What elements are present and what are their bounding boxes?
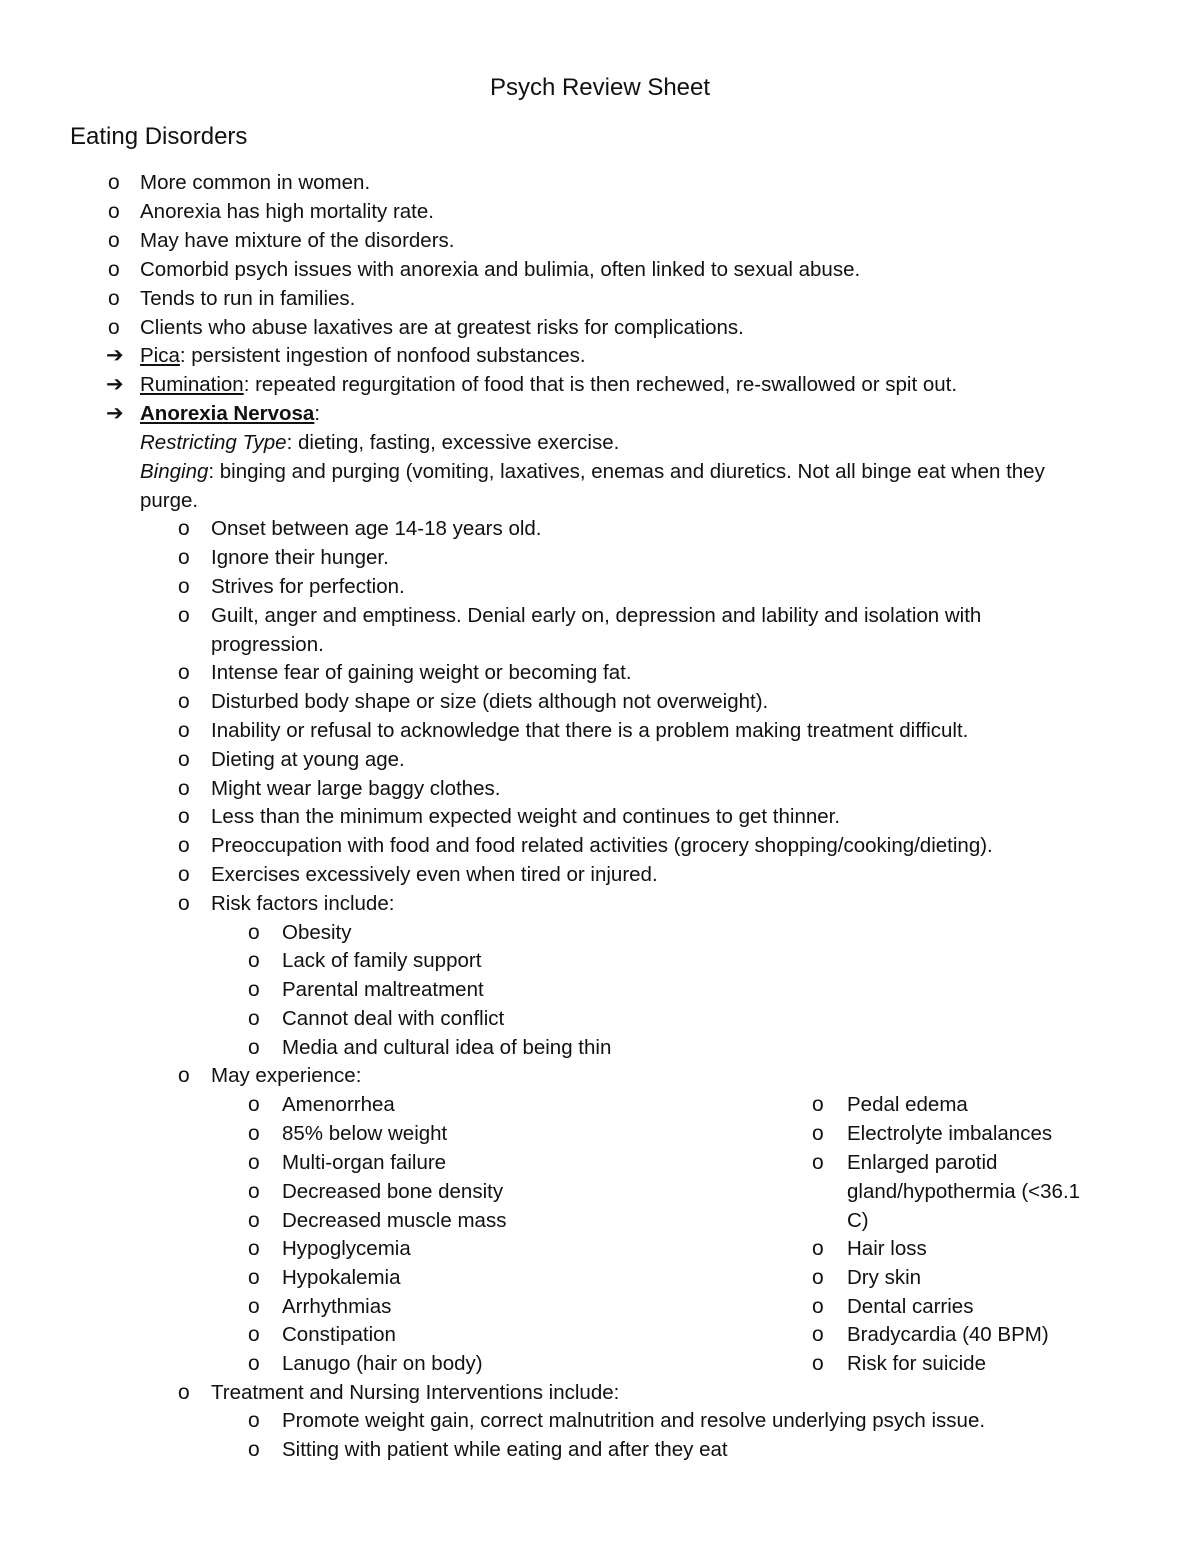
bullet-marker: o	[178, 604, 190, 627]
bullet-marker: o	[178, 805, 190, 828]
bullet-marker: o	[248, 1352, 260, 1375]
arrow-icon: ➔	[106, 373, 124, 396]
bullet-marker: o	[812, 1295, 824, 1318]
bullet-marker: o	[178, 892, 190, 915]
bullet-marker: o	[812, 1352, 824, 1375]
bullet-marker: o	[248, 1122, 260, 1145]
bullet-marker: o	[108, 229, 120, 252]
term-pica: Pica	[140, 344, 180, 367]
bullet-marker: o	[812, 1093, 824, 1116]
list-item-continued: C)	[847, 1209, 869, 1232]
bullet-marker: o	[812, 1122, 824, 1145]
bullet-marker: o	[248, 1209, 260, 1232]
binging-type-continued: purge.	[140, 489, 199, 512]
bullet-marker: o	[812, 1323, 824, 1346]
page-title: Psych Review Sheet	[489, 74, 711, 101]
bullet-marker: o	[178, 748, 190, 771]
list-item-continued: gland/hypothermia (<36.1	[847, 1180, 1081, 1203]
bullet-marker: o	[108, 287, 120, 310]
bullet-marker: o	[108, 171, 120, 194]
bullet-marker: o	[248, 1093, 260, 1116]
bullet-marker: o	[178, 690, 190, 713]
term-anorexia-nervosa: Anorexia Nervosa	[140, 402, 315, 425]
bullet-marker: o	[108, 316, 120, 339]
bullet-marker: o	[248, 921, 260, 944]
list-item-continued: progression.	[211, 633, 324, 656]
bullet-marker: o	[178, 661, 190, 684]
bullet-marker: o	[248, 1438, 260, 1461]
arrow-icon: ➔	[106, 344, 124, 367]
bullet-marker: o	[178, 1381, 190, 1404]
restricting-type: Restricting Type: dieting, fasting, excessive exercise.	[140, 431, 620, 454]
bullet-marker: o	[248, 978, 260, 1001]
term-rumination: Rumination	[140, 373, 244, 396]
arrow-icon: ➔	[106, 402, 124, 425]
bullet-marker: o	[108, 258, 120, 281]
bullet-marker: o	[178, 777, 190, 800]
bullet-marker: o	[178, 575, 190, 598]
bullet-marker: o	[248, 1266, 260, 1289]
bullet-marker: o	[178, 1064, 190, 1087]
bullet-marker: o	[812, 1266, 824, 1289]
bullet-marker: o	[178, 517, 190, 540]
bullet-marker: o	[248, 1007, 260, 1030]
bullet-marker: o	[248, 1237, 260, 1260]
bullet-marker: o	[248, 949, 260, 972]
binging-type: Binging: binging and purging (vomiting, laxatives, enemas and diuretics. Not all binge eat when they	[140, 460, 1045, 483]
bullet-marker: o	[178, 834, 190, 857]
bullet-marker: o	[248, 1151, 260, 1174]
section-heading: Eating Disorders	[70, 123, 248, 150]
bullet-marker: o	[248, 1180, 260, 1203]
bullet-marker: o	[248, 1295, 260, 1318]
bullet-marker: o	[248, 1323, 260, 1346]
bullet-marker: o	[178, 719, 190, 742]
bullet-marker: o	[248, 1409, 260, 1432]
bullet-marker: o	[248, 1036, 260, 1059]
document-page: Psych Review Sheet Eating Disorders o More common in women. o Anorexia has high mortality rate. o May have mixture of the disorders. o Comorbid psych issues with anorexia and bulimia, often linked to sexual abuse. o Tends to run in families. o Clients who abuse laxatives are at greatest risks for complications. ➔ Pica: persistent ingestion of nonfood substances. ➔ Rumination: repeated regurgitation of food that is then rechewed, re-swallowed or spit out. ➔ Anorexia Nervosa: Restricting Type: dieting, fasting, excessive exercise. Binging: binging and purging (vomiting, laxatives, enemas and diuretics. Not all binge eat when they purge. o Onset between age 14-18 years old. o Ignore their hunger. o Strives for perfection. o Guilt, anger and emptiness. Denial early on, depression and lability and isolation with progression. o Intense fear of gaining weight or becoming fat. o Disturbed body shape or size (diets although not overweight). o Inability or refusal to acknowledge that there is a problem making treatment difficult. o Dieting at young age. o Might wear large baggy clothes. o Less than the minimum expected weight and continues to get thinner. o Preoccupation with food and food related activities (grocery shopping/cooking/dieting). o Exercises excessively even when tired or injured. o Risk factors include: o Obesity o Lack of family support o Parental maltreatment o Cannot deal with conflict o Media and cultural idea of being thin o May experience: o Amenorrhea o 85% below weight o Multi-organ failure o Decreased bone density o Decreased muscle mass o Hypoglycemia o Hypokalemia o Arrhythmias o Constipation o Lanugo (hair on body) o Pedal edema o Electrolyte imbalances o Enlarged parotid gland/hypothermia (<36.1 C) o Hair loss o Dry skin o Dental carries o Bradycardia (40 BPM) o Risk for suicide o Treatment and Nursing Interventions include: o Promote weight gain, correct malnutrition and resolve underlying psych issue. o Sitting with patient while eating and after they eat	[0, 0, 1200, 1553]
bullet-marker: o	[812, 1237, 824, 1260]
bullet-marker: o	[108, 200, 120, 223]
bullet-marker: o	[178, 546, 190, 569]
bullet-marker: o	[812, 1151, 824, 1174]
bullet-marker: o	[178, 863, 190, 886]
